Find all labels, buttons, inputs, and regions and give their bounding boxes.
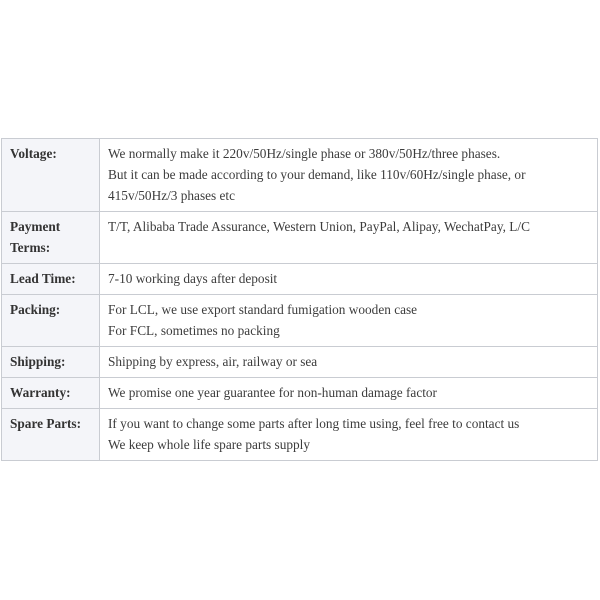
row-value-line: For LCL, we use export standard fumigation wooden case: [108, 302, 418, 317]
table-row: [2, 212, 598, 264]
row-label: Lead Time:: [2, 264, 100, 295]
row-value: [100, 212, 598, 264]
row-value-line: We normally make it 220v/50Hz/single phase or 380v/50Hz/three phases.: [108, 146, 501, 161]
row-value: [100, 295, 598, 347]
row-label: Shipping:: [2, 347, 100, 378]
row-value-line: If you want to change some parts after long time using, feel free to contact us: [108, 416, 520, 431]
row-label: Voltage:: [2, 139, 100, 212]
table-row: [2, 378, 598, 409]
table-row: [2, 409, 598, 461]
row-value: [100, 139, 598, 212]
row-label: Spare Parts:: [2, 409, 100, 461]
table-row: [2, 295, 598, 347]
row-value-line: We promise one year guarantee for non-human damage factor: [108, 385, 437, 400]
row-value-line: 7-10 working days after deposit: [108, 271, 278, 286]
row-value: [100, 264, 598, 295]
row-value-line: For FCL, sometimes no packing: [108, 323, 280, 338]
row-value-line: But it can be made according to your demand, like 110v/60Hz/single phase, or 415v/50Hz/3 phases etc: [108, 167, 526, 203]
table-row: [2, 347, 598, 378]
row-value-line: Shipping by express, air, railway or sea: [108, 354, 318, 369]
row-label: Packing:: [2, 295, 100, 347]
specification-table: [1, 138, 598, 461]
row-value: [100, 378, 598, 409]
row-label: Warranty:: [2, 378, 100, 409]
row-label: Payment Terms:: [2, 212, 100, 264]
table-row: [2, 139, 598, 212]
row-value-line: T/T, Alibaba Trade Assurance, Western Union, PayPal, Alipay, WechatPay, L/C: [108, 219, 530, 234]
row-value: [100, 409, 598, 461]
row-value: [100, 347, 598, 378]
row-value-line: We keep whole life spare parts supply: [108, 437, 311, 452]
table-row: [2, 264, 598, 295]
